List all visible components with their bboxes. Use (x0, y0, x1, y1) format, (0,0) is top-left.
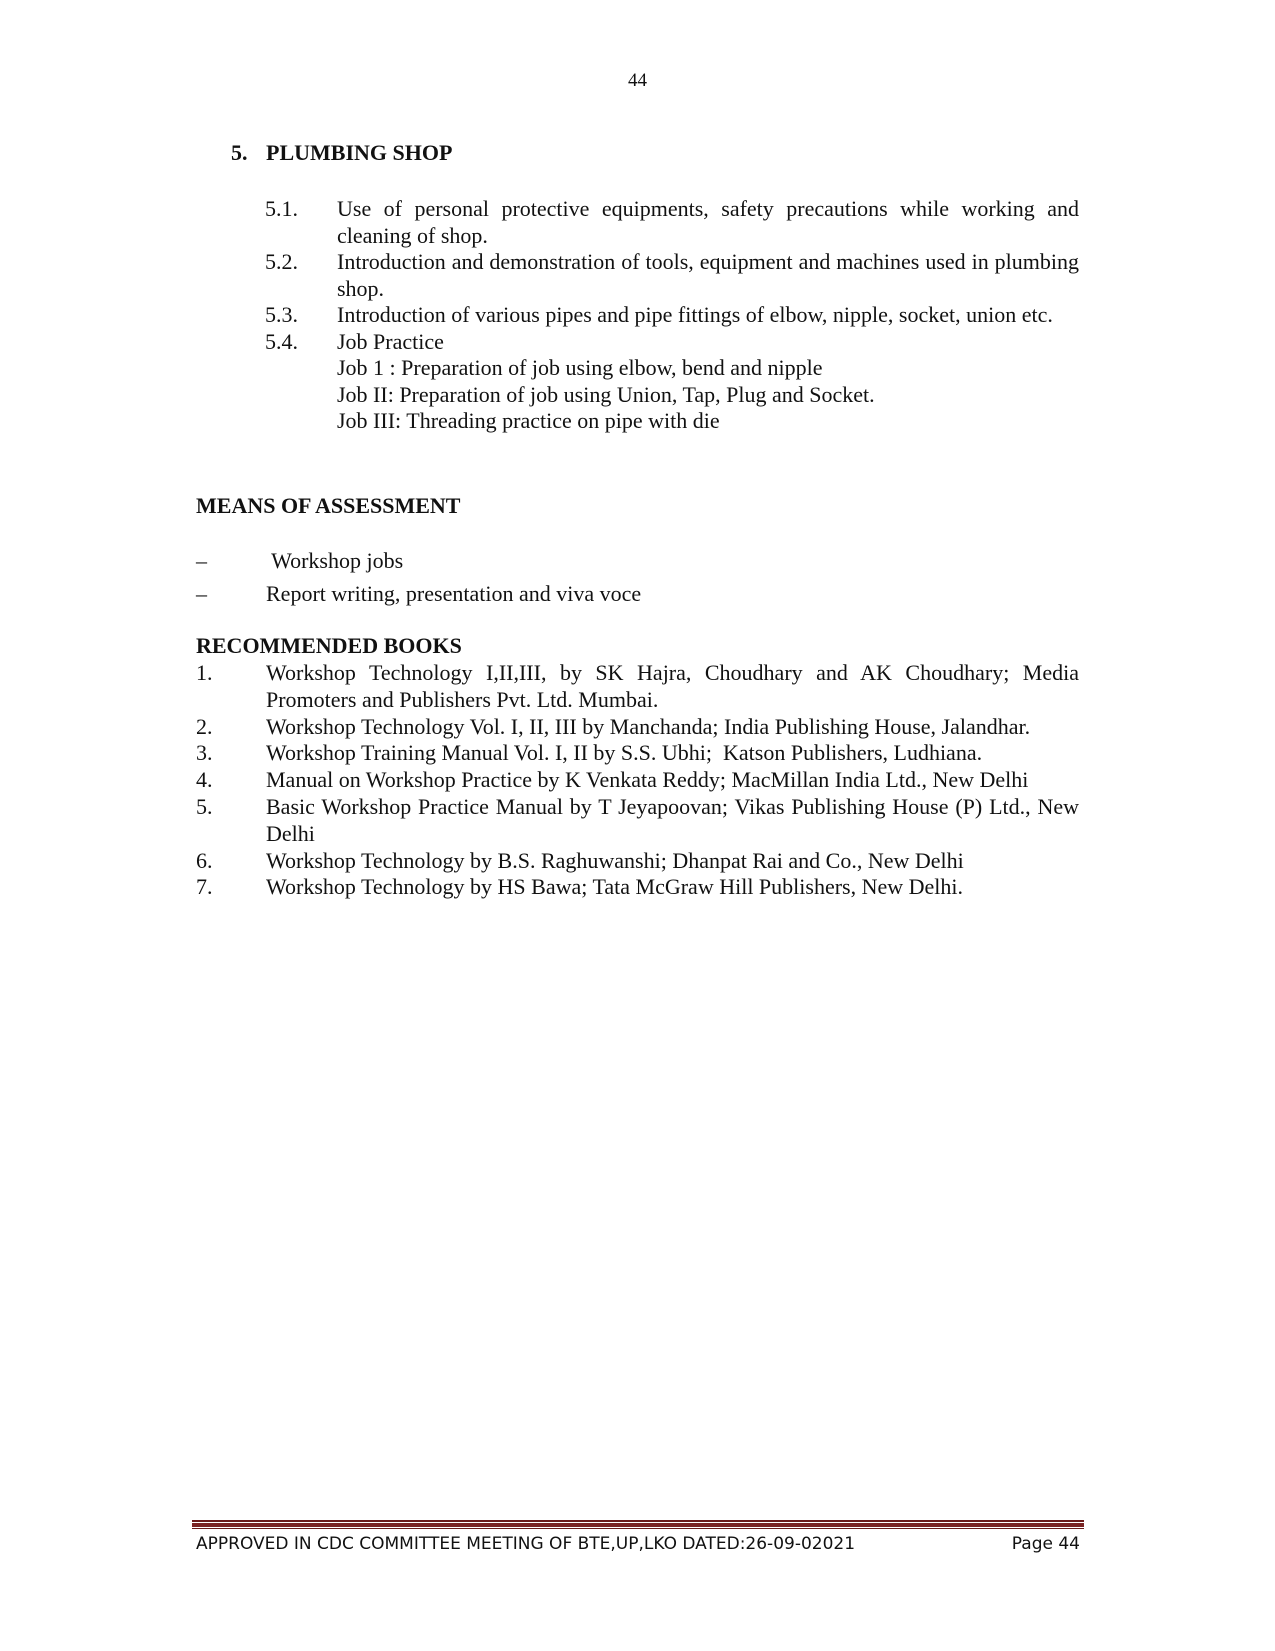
book-number: 6. (196, 847, 213, 873)
topic-item (265, 302, 1079, 329)
book-text: Manual on Workshop Practice by K Venkata Reddy; MacMillan India Ltd., New Delhi (266, 767, 1029, 793)
book-item (196, 660, 1079, 714)
assessment-text: Workshop jobs (266, 548, 404, 573)
page-number: 44 (628, 70, 647, 91)
section-heading (231, 140, 452, 166)
page-footer (196, 1534, 1080, 1554)
topic-item (265, 196, 1079, 249)
job-line: Job 1 : Preparation of job using elbow, bend and nipple (337, 355, 823, 380)
topic-item (265, 329, 1079, 435)
job-line: Job III: Threading practice on pipe with die (337, 408, 720, 433)
assessment-text: Report writing, presentation and viva voce (266, 581, 642, 606)
topic-number: 5.1. (265, 196, 298, 221)
book-number: 3. (196, 740, 213, 766)
topic-number: 5.4. (265, 328, 298, 354)
book-text: Workshop Technology by HS Bawa; Tata McGraw Hill Publishers, New Delhi. (266, 874, 964, 900)
topic-text: Introduction of various pipes and pipe fittings of elbow, nipple, socket, union etc. (337, 302, 1053, 327)
book-item (196, 848, 1079, 875)
book-text: Workshop Technology Vol. I, II, III by Manchanda; India Publishing House, Jalandhar. (266, 713, 1031, 739)
book-text: Workshop Training Manual Vol. I, II by S.S. Ubhi; Katson Publishers, Ludhiana. (266, 740, 983, 766)
book-text: Workshop Technology I,II,III, by SK Hajra, Choudhary and AK Choudhary; Media Promoters and Publishers Pvt. Ltd. Mumbai. (266, 660, 1079, 712)
book-item (196, 874, 1079, 901)
books-list (196, 660, 1079, 901)
book-number: 1. (196, 660, 213, 685)
dash-bullet: – (196, 548, 207, 573)
book-number: 2. (196, 713, 213, 739)
footer-page-label: Page 44 (1011, 1534, 1080, 1554)
topic-text: Use of personal protective equipments, safety precautions while working and cleaning of shop. (337, 196, 1079, 248)
job-practice-block (337, 329, 1079, 435)
book-text: Workshop Technology by B.S. Raghuwanshi; Dhanpat Rai and Co., New Delhi (266, 847, 964, 873)
book-number: 7. (196, 874, 213, 900)
topic-text: Introduction and demonstration of tools, equipment and machines used in plumbing shop. (337, 249, 1079, 301)
footer-divider (192, 1520, 1084, 1529)
job-line: Job II: Preparation of job using Union, Tap, Plug and Socket. (337, 381, 875, 407)
topic-text: Job Practice (337, 328, 444, 354)
topic-number: 5.2. (265, 249, 298, 274)
section-title: PLUMBING SHOP (266, 140, 453, 165)
dash-bullet: – (196, 581, 207, 606)
section-number: 5. (231, 140, 248, 165)
assessment-item (196, 548, 1076, 581)
assessment-item (196, 581, 1076, 614)
book-number: 5. (196, 793, 213, 819)
topic-item (265, 249, 1079, 302)
topic-list (265, 196, 1079, 435)
assessment-heading: MEANS OF ASSESSMENT (196, 493, 461, 518)
assessment-list (196, 548, 1076, 614)
book-number: 4. (196, 767, 213, 793)
footer-approval-text: APPROVED IN CDC COMMITTEE MEETING OF BTE,UP,LKO DATED:26-09-02021 (196, 1534, 856, 1554)
book-item (196, 714, 1079, 741)
books-heading: RECOMMENDED BOOKS (196, 633, 462, 658)
book-item (196, 767, 1079, 794)
topic-number: 5.3. (265, 302, 298, 327)
book-item (196, 794, 1079, 848)
book-item (196, 740, 1079, 767)
book-text: Basic Workshop Practice Manual by T Jeyapoovan; Vikas Publishing House (P) Ltd., New Delhi (266, 793, 1079, 846)
